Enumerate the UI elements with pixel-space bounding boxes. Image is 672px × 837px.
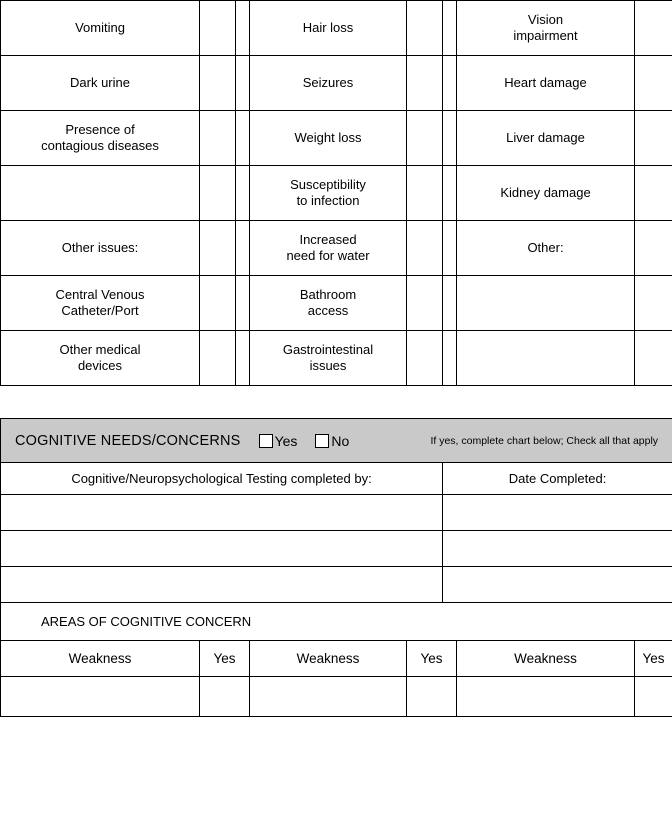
symptom-checkbox-cell[interactable] <box>407 221 443 276</box>
table-row <box>1 331 672 386</box>
symptom-checkbox-cell[interactable] <box>200 331 236 386</box>
symptom-label: Seizures <box>250 56 407 111</box>
symptom-label: Weight loss <box>250 111 407 166</box>
symptom-label: Other medical devices <box>1 331 200 386</box>
symptom-checkbox-cell[interactable] <box>407 56 443 111</box>
symptom-checkbox-cell[interactable] <box>200 111 236 166</box>
symptom-label <box>1 166 200 221</box>
weakness-entry-row <box>1 677 672 717</box>
testing-entry-row <box>1 531 672 567</box>
gap-cell <box>236 111 250 166</box>
symptom-label <box>457 276 635 331</box>
symptom-checkbox-cell[interactable] <box>635 221 672 276</box>
weakness-entry-field[interactable] <box>1 677 200 717</box>
date-completed-label: Date Completed: <box>443 463 672 495</box>
gap-cell <box>236 166 250 221</box>
gap-cell <box>236 276 250 331</box>
section-spacer <box>0 386 672 418</box>
gap-cell <box>443 111 457 166</box>
cognitive-no-option[interactable] <box>315 433 349 449</box>
weakness-entry-field[interactable] <box>457 677 635 717</box>
gap-cell <box>236 221 250 276</box>
symptom-label-other: Other issues: <box>1 221 200 276</box>
testing-entry-row <box>1 495 672 531</box>
table-row <box>1 276 672 331</box>
cognitive-section-title: COGNITIVE NEEDS/CONCERNS <box>15 432 241 449</box>
testing-entry-field[interactable] <box>1 495 443 531</box>
testing-entry-field[interactable] <box>1 531 443 567</box>
symptom-checkbox-cell[interactable] <box>200 166 236 221</box>
symptom-checkbox-cell[interactable] <box>635 111 672 166</box>
cognitive-no-label: No <box>331 432 350 449</box>
testing-completed-by-label: Cognitive/Neuropsychological Testing completed by: <box>1 463 443 495</box>
gap-cell <box>443 331 457 386</box>
symptom-checkbox-cell[interactable] <box>635 331 672 386</box>
weakness-header-row <box>1 641 672 677</box>
weakness-yes-cell[interactable] <box>200 677 250 717</box>
gap-cell <box>443 166 457 221</box>
symptom-checkbox-cell[interactable] <box>635 56 672 111</box>
symptom-checkbox-cell[interactable] <box>407 1 443 56</box>
symptom-label: Central Venous Catheter/Port <box>1 276 200 331</box>
cognitive-instruction: If yes, complete chart below; Check all that apply <box>430 434 659 447</box>
symptom-label: Vision impairment <box>457 1 635 56</box>
symptom-label <box>457 331 635 386</box>
symptom-label: Susceptibility to infection <box>250 166 407 221</box>
symptom-checkbox-cell[interactable] <box>635 276 672 331</box>
cognitive-header-row <box>1 419 672 463</box>
symptom-label: Hair loss <box>250 1 407 56</box>
weakness-column-header: Weakness <box>250 641 407 677</box>
date-entry-field[interactable] <box>443 531 672 567</box>
areas-of-cognitive-concern-title: AREAS OF COGNITIVE CONCERN <box>1 603 672 641</box>
symptom-label: Liver damage <box>457 111 635 166</box>
areas-of-concern-row <box>1 603 672 641</box>
weakness-entry-field[interactable] <box>250 677 407 717</box>
cognitive-yes-option[interactable] <box>259 433 298 449</box>
table-row <box>1 166 672 221</box>
symptom-label: Increased need for water <box>250 221 407 276</box>
table-row <box>1 56 672 111</box>
yes-column-header: Yes <box>635 641 672 677</box>
symptom-checkbox-cell[interactable] <box>200 56 236 111</box>
gap-cell <box>443 1 457 56</box>
table-row <box>1 221 672 276</box>
yes-column-header: Yes <box>200 641 250 677</box>
symptom-label: Gastrointestinal issues <box>250 331 407 386</box>
gap-cell <box>236 1 250 56</box>
symptom-label: Heart damage <box>457 56 635 111</box>
testing-header-row <box>1 463 672 495</box>
checkbox-icon[interactable] <box>315 434 329 448</box>
symptom-label: Bathroom access <box>250 276 407 331</box>
symptom-label: Dark urine <box>1 56 200 111</box>
symptom-checklist-table <box>0 0 672 386</box>
cognitive-yes-label: Yes <box>274 432 298 449</box>
cognitive-header-cell <box>1 419 672 463</box>
gap-cell <box>236 331 250 386</box>
weakness-yes-cell[interactable] <box>407 677 457 717</box>
table-row <box>1 111 672 166</box>
gap-cell <box>443 221 457 276</box>
symptom-label: Vomiting <box>1 1 200 56</box>
symptom-rows <box>1 1 672 386</box>
date-entry-field[interactable] <box>443 495 672 531</box>
symptom-checkbox-cell[interactable] <box>635 166 672 221</box>
symptom-checkbox-cell[interactable] <box>407 276 443 331</box>
yes-column-header: Yes <box>407 641 457 677</box>
table-row <box>1 1 672 56</box>
symptom-checkbox-cell[interactable] <box>200 276 236 331</box>
symptom-label-other: Other: <box>457 221 635 276</box>
gap-cell <box>236 56 250 111</box>
symptom-checkbox-cell[interactable] <box>407 166 443 221</box>
checkbox-icon[interactable] <box>259 434 273 448</box>
symptom-label: Kidney damage <box>457 166 635 221</box>
weakness-yes-cell[interactable] <box>635 677 672 717</box>
gap-cell <box>443 56 457 111</box>
symptom-checkbox-cell[interactable] <box>407 331 443 386</box>
date-entry-field[interactable] <box>443 567 672 603</box>
symptom-checkbox-cell[interactable] <box>407 111 443 166</box>
weakness-column-header: Weakness <box>457 641 635 677</box>
symptom-checkbox-cell[interactable] <box>635 1 672 56</box>
symptom-checkbox-cell[interactable] <box>200 221 236 276</box>
symptom-checkbox-cell[interactable] <box>200 1 236 56</box>
symptom-label: Presence of contagious diseases <box>1 111 200 166</box>
gap-cell <box>443 276 457 331</box>
testing-entry-row <box>1 567 672 603</box>
weakness-column-header: Weakness <box>1 641 200 677</box>
cognitive-needs-table <box>0 418 672 717</box>
testing-entry-field[interactable] <box>1 567 443 603</box>
